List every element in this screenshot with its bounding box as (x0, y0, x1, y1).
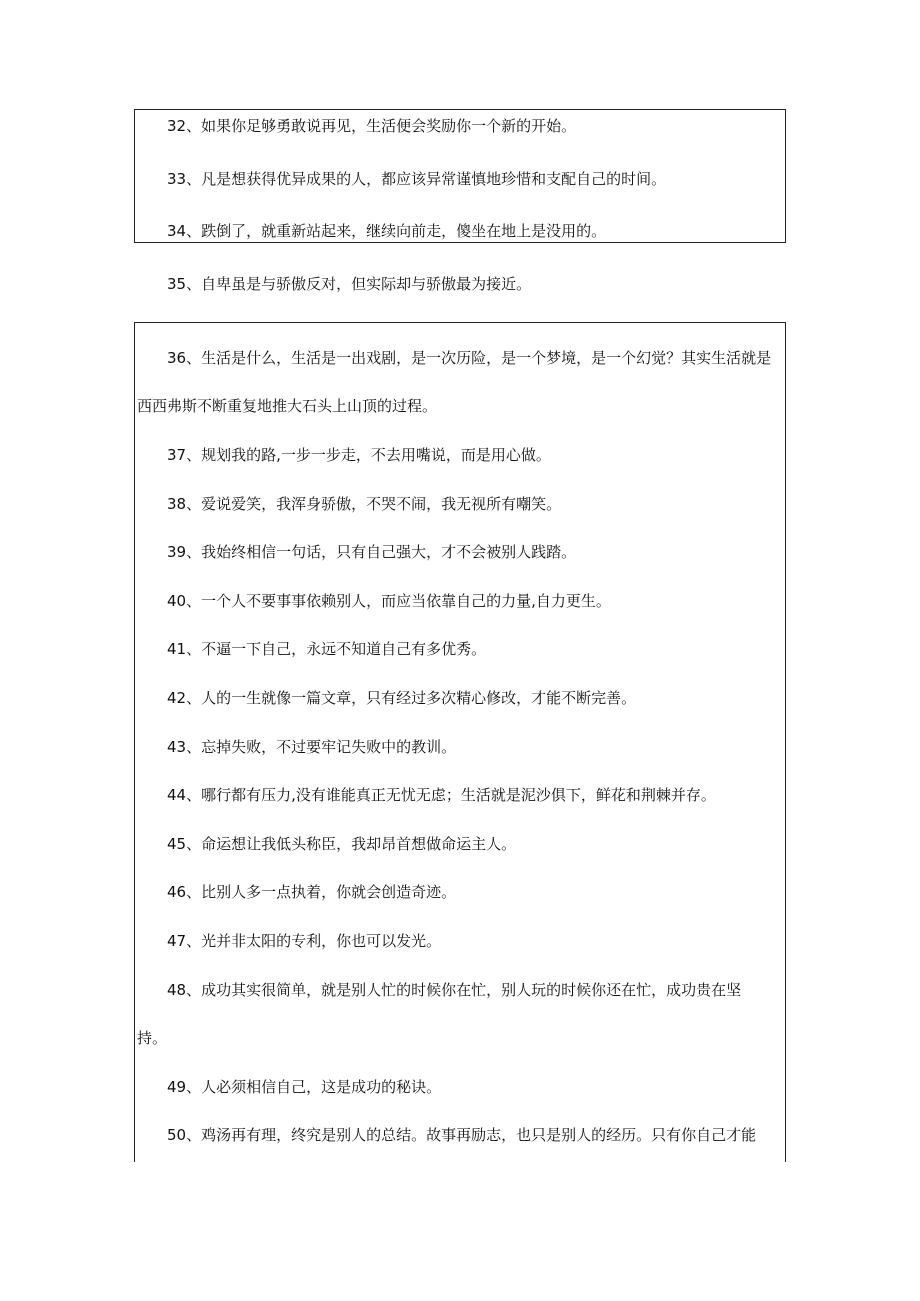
quote-item-50: 50、鸡汤再有理，终究是别人的总结。故事再励志，也只是别人的经历。只有你自己才能 (167, 1126, 757, 1144)
quote-item-49: 49、人必须相信自己，这是成功的秘诀。 (167, 1078, 442, 1096)
quote-item-44: 44、哪行都有压力,没有谁能真正无忧无虑；生活就是泥沙俱下，鲜花和荆棘并存。 (167, 786, 716, 804)
quote-item-42: 42、人的一生就像一篇文章，只有经过多次精心修改，才能不断完善。 (167, 689, 637, 707)
quote-item-41: 41、不逼一下自己，永远不知道自己有多优秀。 (167, 640, 487, 658)
quote-item-48-continued: 持。 (137, 1029, 168, 1047)
quote-item-39: 39、我始终相信一句话，只有自己强大，才不会被别人践踏。 (167, 543, 577, 561)
quote-item-47: 47、光并非太阳的专利，你也可以发光。 (167, 932, 442, 950)
quote-item-36-continued: 西西弗斯不断重复地推大石头上山顶的过程。 (137, 397, 438, 415)
quote-item-43: 43、忘掉失败，不过要牢记失败中的教训。 (167, 738, 457, 756)
quote-item-45: 45、命运想让我低头称臣，我却昂首想做命运主人。 (167, 835, 517, 853)
quote-item-38: 38、爱说爱笑，我浑身骄傲，不哭不闹，我无视所有嘲笑。 (167, 495, 562, 513)
quote-item-46: 46、比别人多一点执着，你就会创造奇迹。 (167, 883, 457, 901)
quote-item-36: 36、生活是什么，生活是一出戏剧，是一次历险，是一个梦境，是一个幻觉？其实生活就是 (167, 349, 772, 367)
quote-item-35: 35、自卑虽是与骄傲反对，但实际却与骄傲最为接近。 (167, 275, 532, 293)
quote-item-37: 37、规划我的路,一步一步走，不去用嘴说，而是用心做。 (167, 446, 551, 464)
quote-item-40: 40、一个人不要事事依赖别人，而应当依靠自己的力量,自力更生。 (167, 592, 611, 610)
quote-item-33: 33、凡是想获得优异成果的人，都应该异常谨慎地珍惜和支配自己的时间。 (167, 170, 667, 188)
quote-item-48: 48、成功其实很简单，就是别人忙的时候你在忙，别人玩的时候你还在忙，成功贵在坚 (167, 981, 742, 999)
quote-item-34: 34、跌倒了，就重新站起来，继续向前走，傻坐在地上是没用的。 (167, 222, 607, 240)
quote-item-32: 32、如果你足够勇敢说再见，生活便会奖励你一个新的开始。 (167, 117, 577, 135)
